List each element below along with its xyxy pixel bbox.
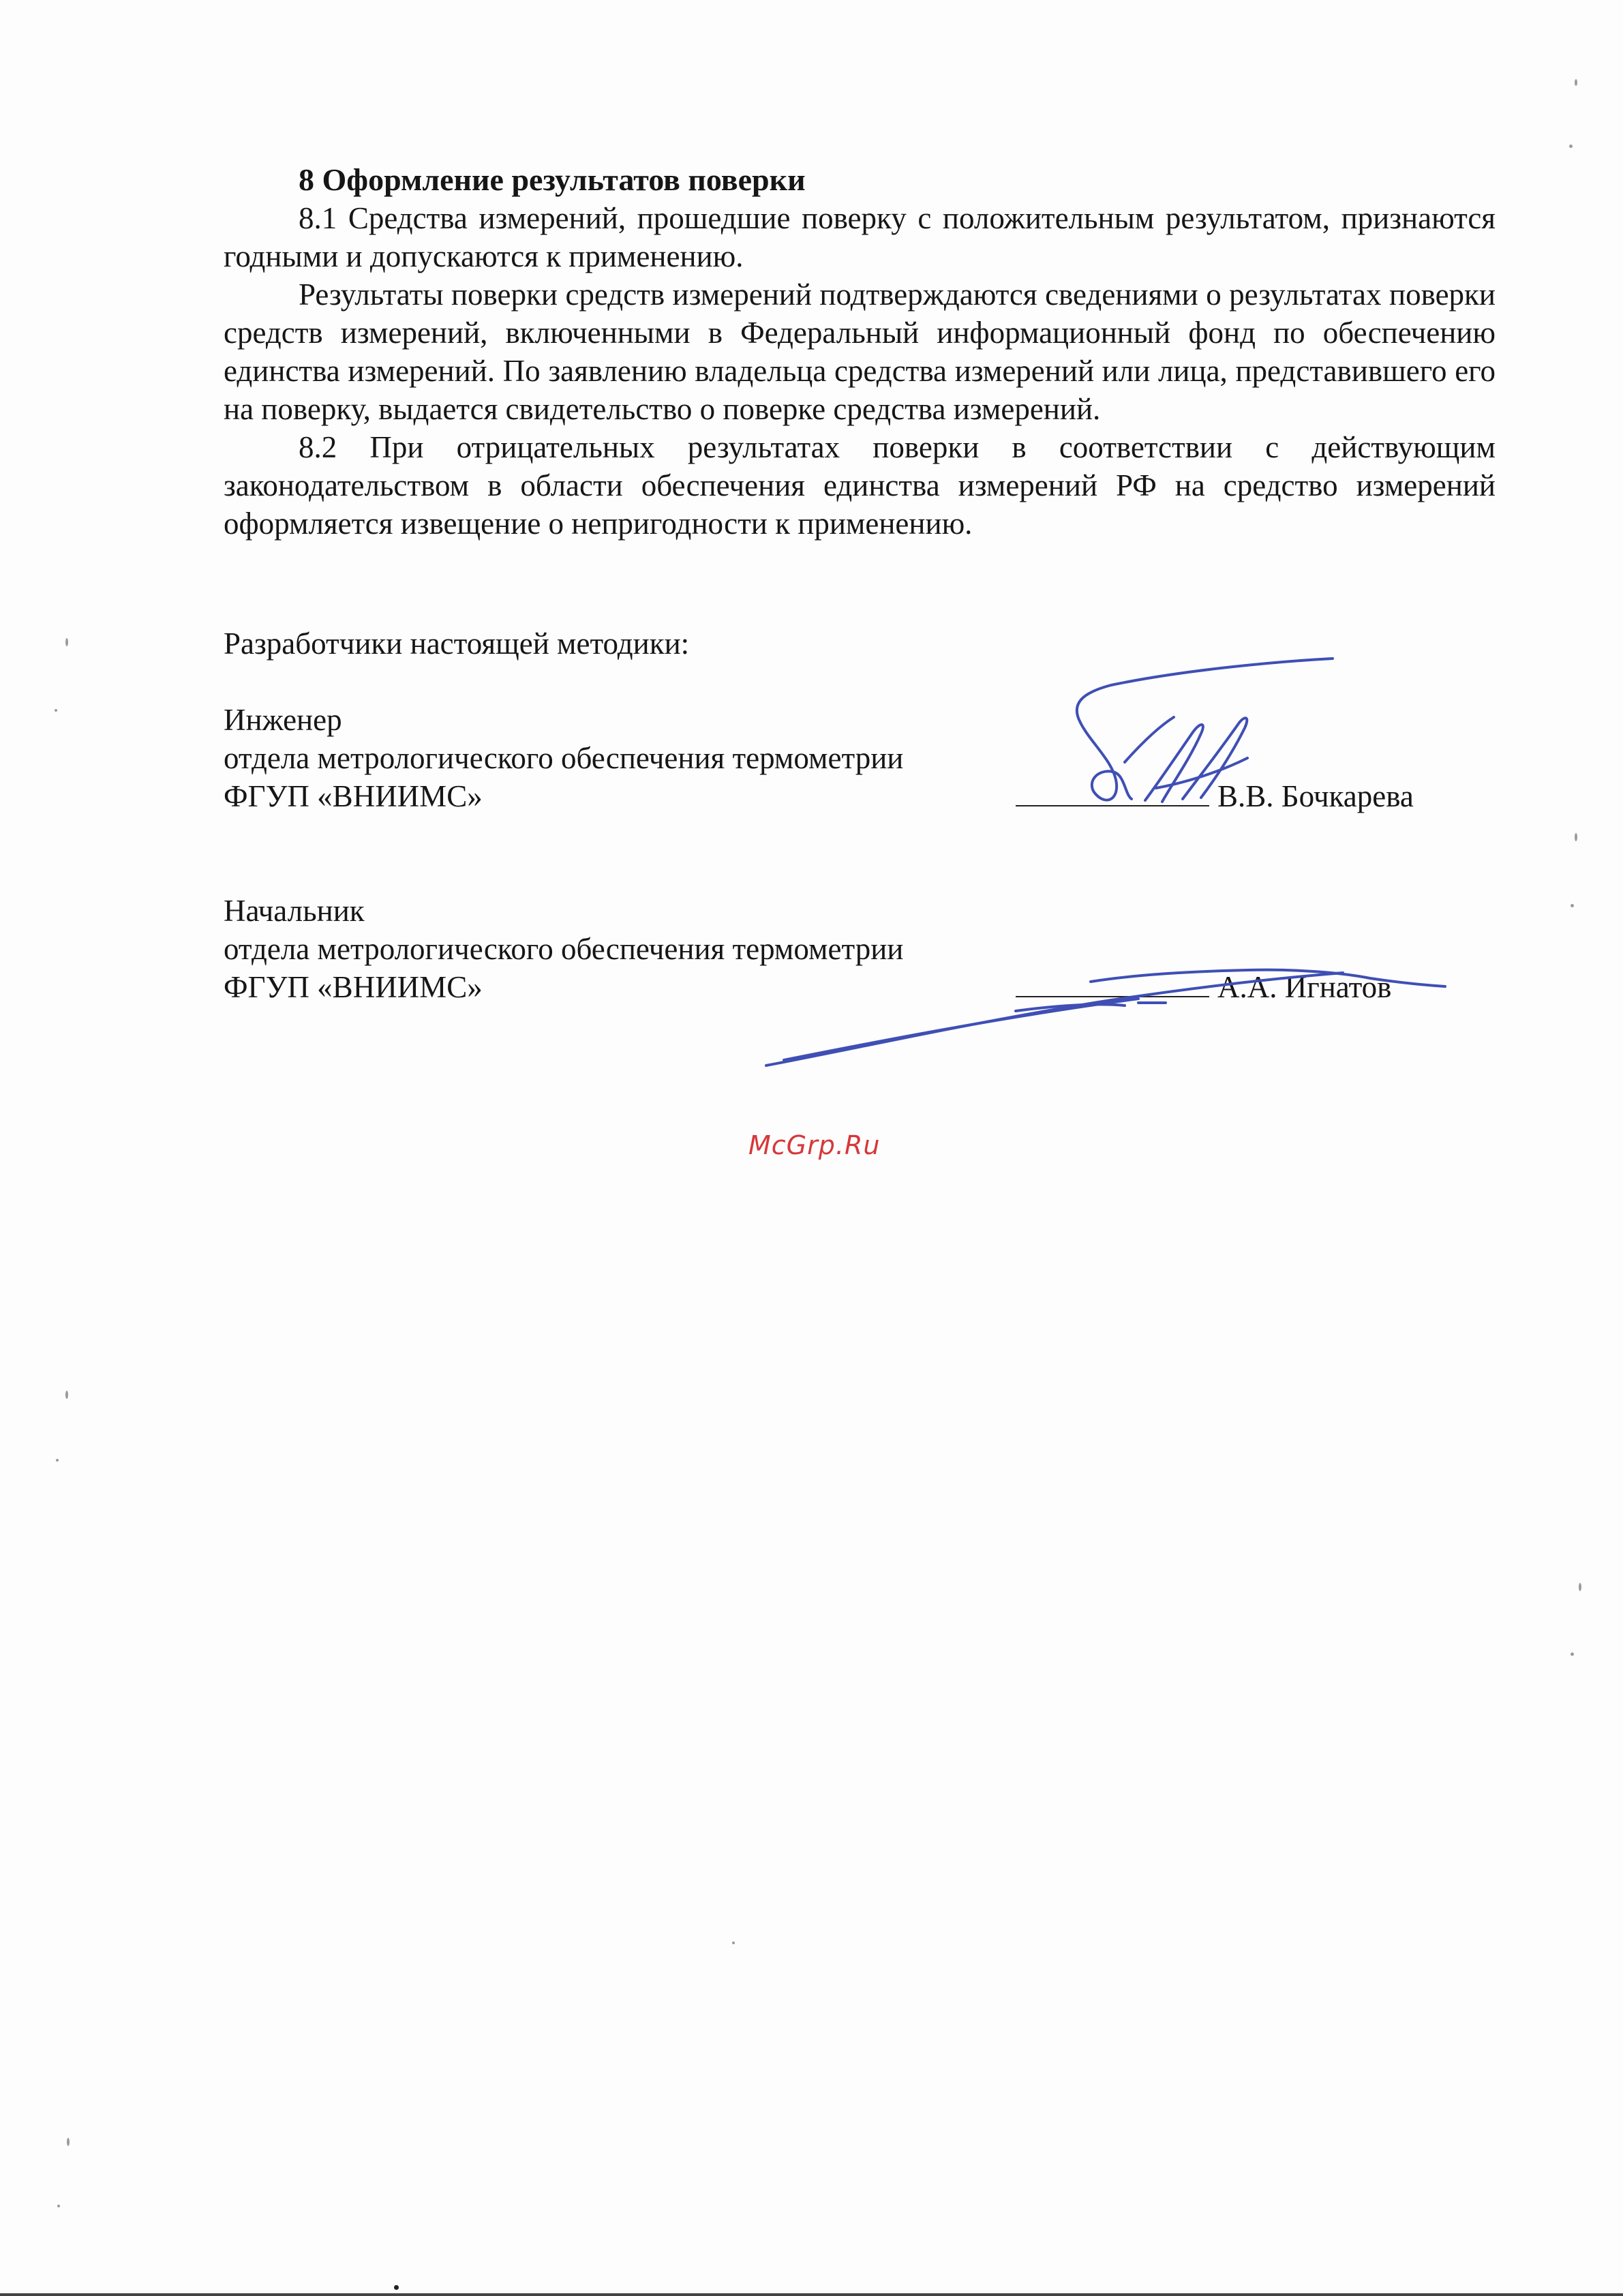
scan-speck bbox=[65, 1391, 68, 1399]
signatory-2-department: отдела метрологического обеспечения термометрии bbox=[224, 932, 904, 966]
scan-speck bbox=[1579, 1583, 1581, 1591]
signature-underline bbox=[1016, 778, 1209, 806]
paragraph-8-2: 8.2 При отрицательных результатах поверки в соответствии с действующим законодательством в области обеспечения единства измерений РФ на средство измерений оформляется извещение о непригодности к применению. bbox=[224, 430, 1496, 541]
scan-speck bbox=[1571, 904, 1574, 907]
scan-speck bbox=[1571, 1652, 1574, 1656]
signatory-2 bbox=[224, 892, 903, 1006]
watermark: McGrp.Ru bbox=[748, 1130, 881, 1160]
scan-bottom-edge bbox=[0, 2293, 1623, 2296]
signatory-2-signature-line bbox=[1016, 968, 1391, 1006]
scan-speck bbox=[732, 1942, 735, 1944]
scan-speck bbox=[56, 1459, 59, 1462]
scan-speck bbox=[57, 2205, 60, 2207]
paragraph-8-1: 8.1 Средства измерений, прошедшие поверку с положительным результатом, признаются годными и допускаются к применению. bbox=[224, 201, 1496, 273]
signatory-1-department: отдела метрологического обеспечения термометрии bbox=[224, 741, 904, 775]
signatory-1 bbox=[224, 701, 903, 815]
signatory-2-organization: ФГУП «ВНИИМС» bbox=[224, 970, 483, 1004]
signatory-2-name: А.А. Игнатов bbox=[1217, 970, 1392, 1004]
section-8 bbox=[224, 161, 1496, 543]
signatory-1-name: В.В. Бочкарева bbox=[1217, 779, 1414, 813]
paragraph-results: Результаты поверки средств измерений подтверждаются сведениями о результатах поверки средств измерений, включенными в Федеральный информационный фонд по обеспечению единства измерений. По заявлению владельца средства измерений или лица, представившего его на поверку, выдается свидетельство о поверке средства измерений. bbox=[224, 277, 1496, 426]
signatory-1-signature-line bbox=[1016, 777, 1414, 815]
signatory-2-position: Начальник bbox=[224, 894, 365, 928]
developers-title: Разработчики настоящей методики: bbox=[224, 626, 690, 661]
scan-speck bbox=[1575, 833, 1577, 841]
scan-speck bbox=[67, 2138, 70, 2146]
scan-dot bbox=[394, 2285, 399, 2290]
signature-underline bbox=[1016, 969, 1209, 997]
scan-speck bbox=[65, 638, 68, 646]
scan-speck bbox=[1575, 79, 1577, 86]
signatory-1-organization: ФГУП «ВНИИМС» bbox=[224, 779, 483, 813]
signatory-1-position: Инженер bbox=[224, 703, 342, 737]
scan-speck bbox=[55, 709, 57, 712]
section-heading: 8 Оформление результатов поверки bbox=[299, 162, 806, 197]
scan-speck bbox=[1569, 145, 1573, 148]
